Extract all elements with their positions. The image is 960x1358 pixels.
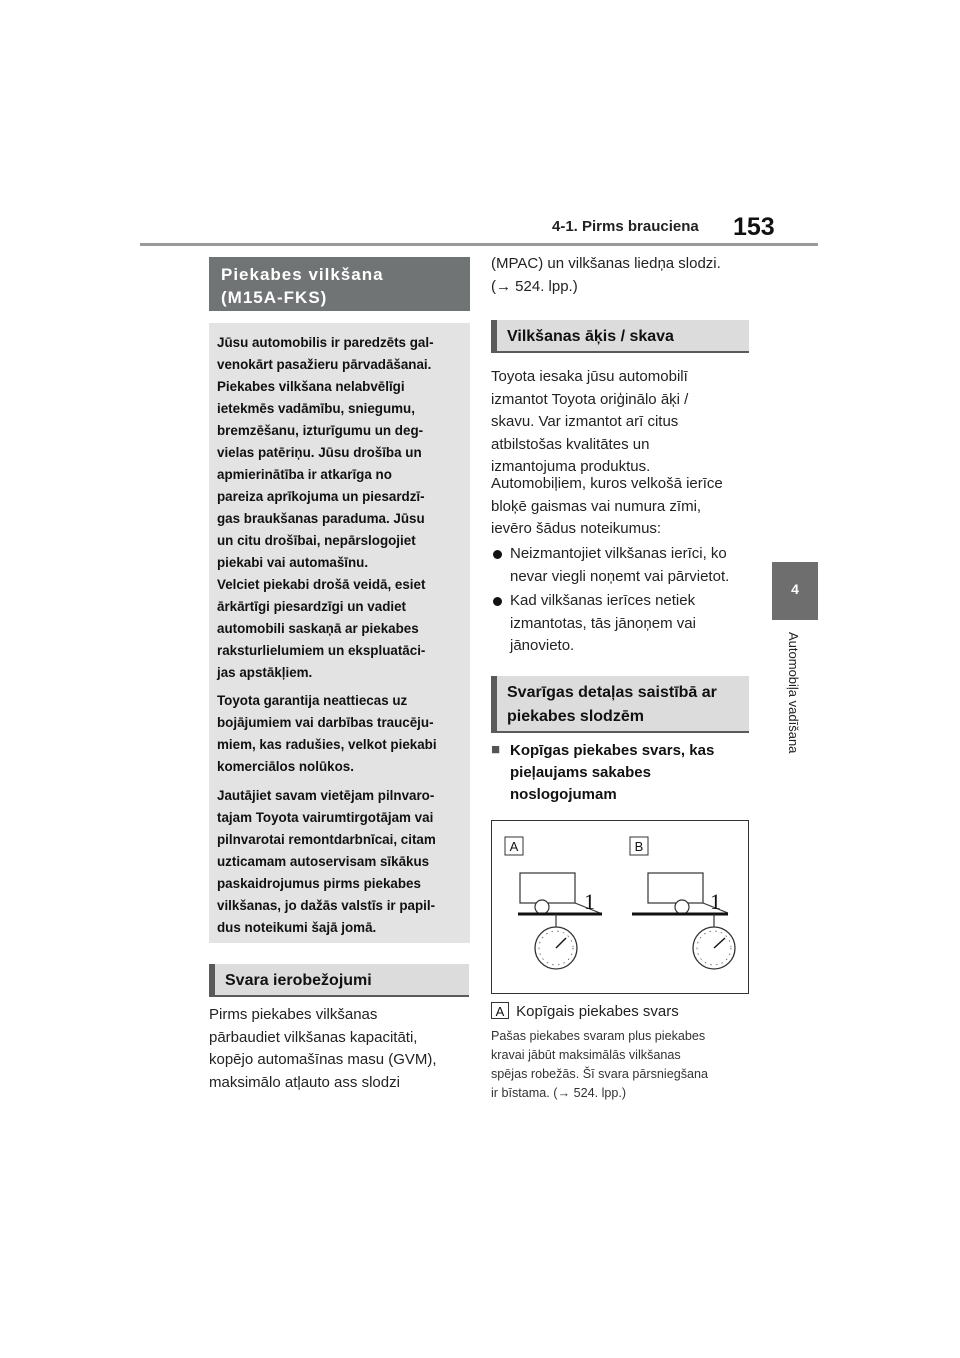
- page-number: 153: [733, 213, 775, 241]
- section-title: 4-1. Pirms brauciena: [552, 218, 699, 235]
- caption-label: A: [491, 1002, 509, 1019]
- warning-line: jas apstākļiem.: [217, 665, 313, 680]
- subheading-marker: ■: [491, 741, 501, 758]
- warning-line: raksturlielumiem un ekspluatāci-: [217, 643, 426, 658]
- weight-arrow-b: 1: [710, 889, 721, 914]
- chapter-number: 4: [791, 581, 799, 597]
- warning-line: bremzēšanu, izturīgumu un deg-: [217, 423, 424, 438]
- warning-line: tajam Toyota vairumtirgotājam vai: [217, 810, 434, 825]
- warning-line: Jautājiet savam vietējam pilnvaro-: [217, 788, 435, 803]
- warning-line: uzticamam autoservisam sīkākus: [217, 854, 430, 869]
- body-line: Toyota iesaka jūsu automobilī: [491, 368, 688, 385]
- main-heading-line: (M15A-FKS): [221, 288, 328, 307]
- main-heading: [209, 257, 470, 311]
- body-line: ievēro šādus noteikumus:: [491, 520, 662, 537]
- warning-line: miem, kas radušies, velkot piekabi: [217, 737, 437, 752]
- bullet-line: Neizmantojiet vilkšanas ierīci, ko: [510, 545, 727, 562]
- section-heading-details: [491, 676, 749, 733]
- body-line: atbilstošas kvalitātes un: [491, 435, 650, 453]
- warning-line: piekabi vai automašīnu.: [217, 555, 369, 570]
- hitch-weight-figure: [491, 820, 749, 994]
- bullet-line: nevar viegli noņemt vai pārvietot.: [510, 567, 730, 585]
- body-line: Pirms piekabes vilkšanas: [209, 1006, 378, 1023]
- body-line: (→ 524. lpp.): [491, 277, 578, 295]
- bullet-dot: [493, 550, 502, 559]
- bullet-line: jānovieto.: [510, 637, 575, 654]
- body-line: kopējo automašīnas masu (GVM),: [209, 1051, 437, 1068]
- warning-line: dus noteikumi šajā jomā.: [217, 920, 377, 935]
- warning-line: vilkšanas, jo dažās valstīs ir papil-: [217, 898, 436, 913]
- section-heading-details-line: piekabes slodzēm: [507, 708, 644, 725]
- main-heading-line: Piekabes vilkšana: [221, 265, 384, 284]
- warning-line: apmierinātība ir atkarīga no: [217, 467, 392, 482]
- body-line: izmantot Toyota oriģinālo āķi /: [491, 390, 689, 408]
- subheading: [510, 740, 714, 806]
- caption-line: Pašas piekabes svaram plus piekabes: [491, 1029, 706, 1043]
- subheading-line: pieļaujams sakabes: [510, 764, 651, 781]
- body-line: (MPAC) un vilkšanas liedņa slodzi.: [491, 255, 721, 272]
- trailer-b: [648, 873, 703, 903]
- bullet-dot: [493, 597, 502, 606]
- warning-line: pareiza aprīkojuma un piesardzī-: [217, 489, 425, 504]
- section-heading-hitch-label: Vilkšanas āķis / skava: [507, 328, 674, 345]
- trailer-a: [520, 873, 575, 903]
- section-heading-details-line: Svarīgas detaļas saistībā ar: [507, 684, 717, 701]
- caption-line: spējas robežās. Šī svara pārsniegšana: [491, 1067, 709, 1081]
- warning-line: bojājumiem vai darbības traucēju-: [217, 715, 434, 730]
- body-line: maksimālo atļauto ass slodzi: [209, 1073, 400, 1091]
- trailer-a-wheel: [535, 900, 549, 914]
- caption-line: ir bīstama. (→ 524. lpp.): [491, 1086, 627, 1100]
- warning-line: vielas patēriņu. Jūsu drošība un: [217, 445, 422, 460]
- warning-line: paskaidrojumus pirms piekabes: [217, 876, 421, 891]
- caption-heading: [491, 1002, 679, 1022]
- warning-line: ārkārtīgi piesardzīgi un vadiet: [217, 599, 407, 614]
- bullet-line: Kad vilkšanas ierīces netiek: [510, 592, 696, 609]
- weight-arrow-a: 1: [584, 889, 595, 914]
- header-divider: [140, 243, 818, 246]
- subheading-line: Kopīgas piekabes svars, kas: [510, 742, 715, 759]
- warning-line: ietekmēs vadāmību, sniegumu,: [217, 401, 415, 416]
- warning-line: Jūsu automobilis ir paredzēts gal-: [217, 335, 434, 350]
- section-heading-weight: [209, 964, 469, 997]
- warning-line: venokārt pasažieru pārvadāšanai.: [217, 357, 432, 372]
- body-line: skavu. Var izmantot arī citus: [491, 413, 679, 430]
- warning-line: un citu drošībai, nepārslogojiet: [217, 533, 416, 548]
- body-line: bloķē gaismas vai numura zīmi,: [491, 497, 702, 515]
- warning-line: automobili saskaņā ar piekabes: [217, 621, 419, 636]
- warning-line: gas braukšanas paraduma. Jūsu: [217, 511, 425, 526]
- caption-line: kravai jābūt maksimālās vilkšanas: [491, 1048, 681, 1062]
- chapter-title: Automobiļa vadīšana: [786, 632, 801, 754]
- figure-illustration: [492, 821, 748, 993]
- warning-line: Velciet piekabi drošā veidā, esiet: [217, 577, 426, 592]
- warning-line: komerciālos nolūkos.: [217, 759, 354, 774]
- caption-title: Kopīgais piekabes svars: [516, 1003, 679, 1020]
- figure-label-b: B: [634, 839, 644, 854]
- body-line: Automobiļiem, kuros velkošā ierīce: [491, 475, 723, 492]
- bullet-line: izmantotas, tās jānoņem vai: [510, 614, 696, 632]
- body-line: pārbaudiet vilkšanas kapacitāti,: [209, 1028, 418, 1046]
- section-heading-hitch: [491, 320, 749, 353]
- warning-line: pilnvarotai remontdarbnīcai, citam: [217, 832, 436, 847]
- section-heading-weight-label: Svara ierobežojumi: [225, 972, 372, 989]
- figure-label-a: A: [509, 839, 519, 854]
- warning-line: Piekabes vilkšana nelabvēlīgi: [217, 379, 405, 394]
- warning-line: Toyota garantija neattiecas uz: [217, 693, 408, 708]
- subheading-line: noslogojumam: [510, 786, 617, 803]
- body-line: izmantojuma produktus.: [491, 458, 651, 475]
- trailer-b-wheel: [675, 900, 689, 914]
